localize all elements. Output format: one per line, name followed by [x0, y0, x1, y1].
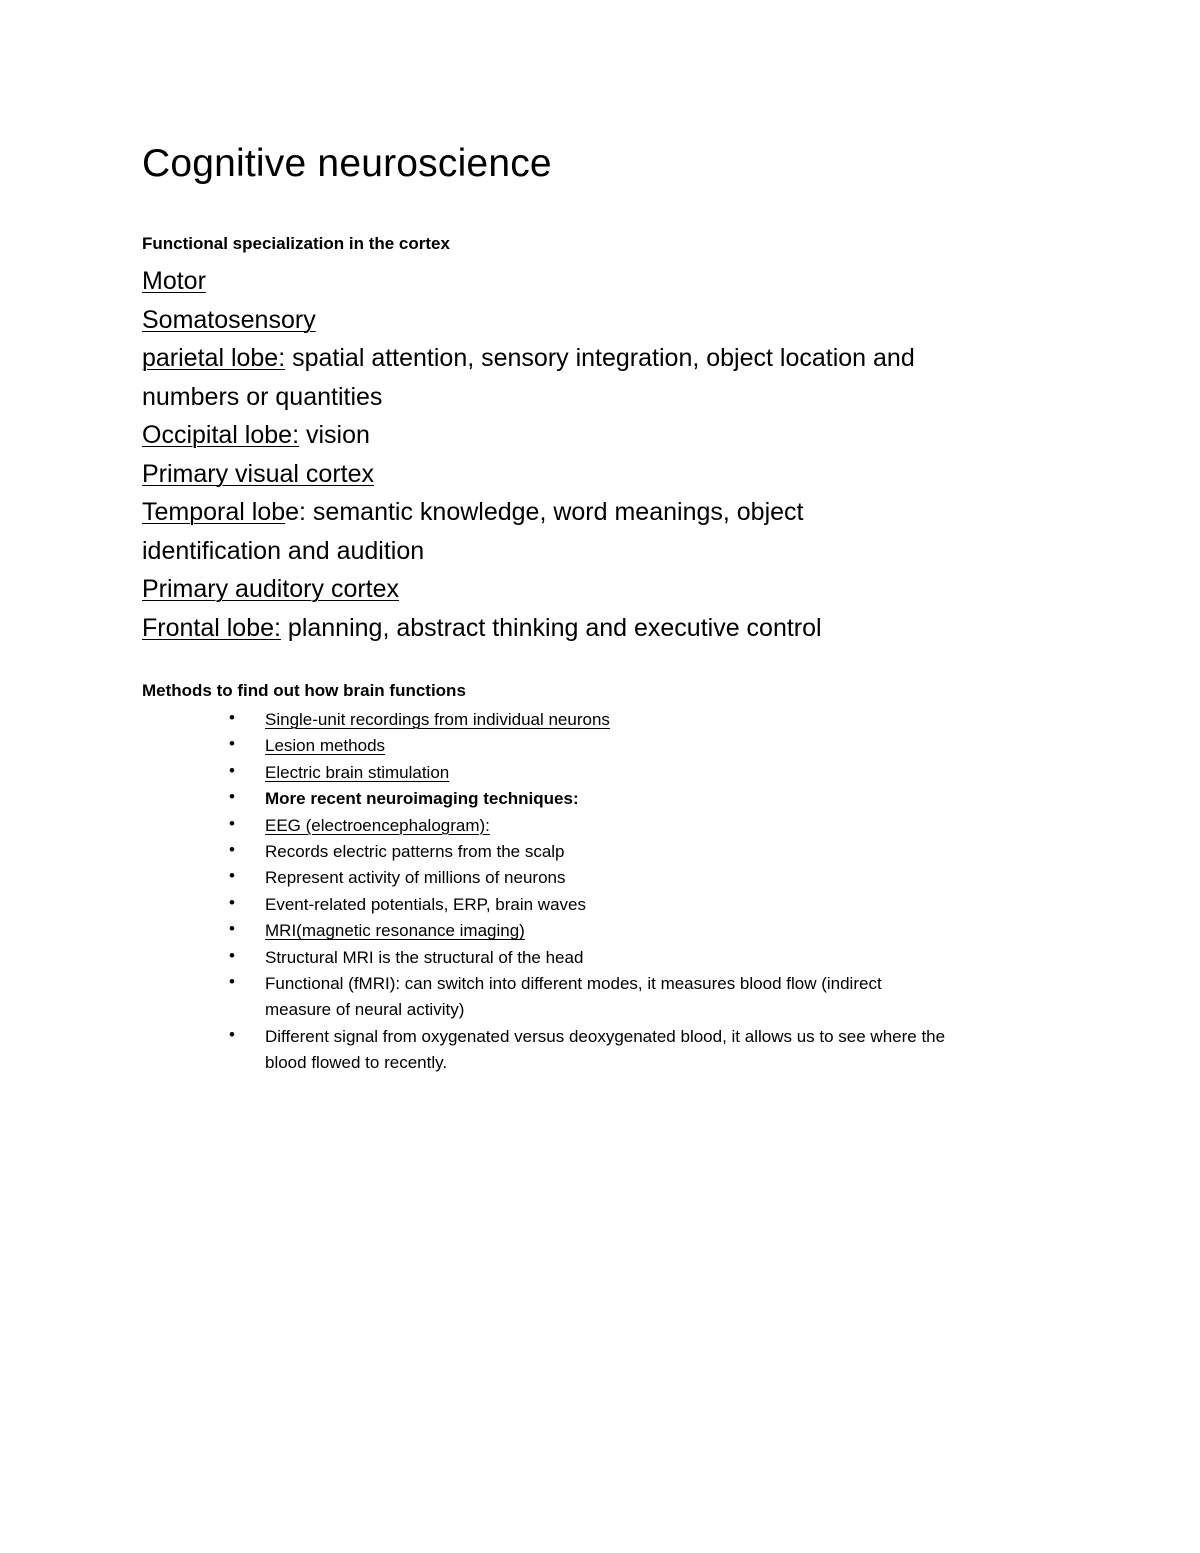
bullet-icon: •	[229, 919, 235, 939]
list-item-text: Electric brain stimulation	[265, 762, 450, 782]
list-item-text: Single-unit recordings from individual neurons	[265, 710, 610, 729]
list-item	[142, 760, 1102, 786]
list-item-text: Structural MRI is the structural of the head	[265, 947, 584, 967]
list-item-text: MRI(magnetic resonance imaging)	[265, 921, 525, 941]
list-item-text: Lesion methods	[265, 736, 386, 756]
bullet-icon: •	[229, 813, 235, 833]
methods-bullet-list	[142, 707, 1102, 1077]
area-term: Motor	[142, 267, 206, 295]
area-term: Somatosensory	[142, 305, 316, 334]
list-item	[142, 733, 1102, 759]
cortex-area-line	[142, 339, 1102, 378]
document-content	[142, 138, 1102, 1077]
bullet-icon: •	[229, 892, 235, 912]
bullet-icon: •	[229, 972, 235, 992]
cortex-area-line	[142, 378, 1102, 417]
list-item	[142, 945, 1102, 971]
area-term: Primary auditory cortex	[142, 575, 400, 603]
list-item	[142, 971, 1102, 997]
list-item-text: measure of neural activity)	[265, 1000, 465, 1020]
list-item-text: Records electric patterns from the scalp	[265, 842, 565, 862]
bullet-icon: •	[229, 708, 235, 727]
cortex-area-line	[142, 301, 1102, 340]
area-description: numbers or quantities	[142, 382, 383, 411]
cortex-area-line	[142, 416, 1102, 455]
list-item	[142, 839, 1102, 865]
list-item-text: More recent neuroimaging techniques:	[265, 789, 579, 809]
list-item	[142, 918, 1102, 944]
list-item	[142, 892, 1102, 918]
bullet-icon: •	[229, 787, 235, 807]
cortex-area-line	[142, 609, 1102, 648]
list-item-text: Represent activity of millions of neurons	[265, 868, 566, 888]
bullet-icon: •	[229, 760, 235, 780]
list-item-continuation	[142, 1050, 1102, 1076]
bullet-icon: •	[229, 840, 235, 860]
area-term: Temporal lob	[142, 498, 286, 526]
cortex-areas-list	[142, 262, 1102, 647]
list-item-text: Different signal from oxygenated versus deoxygenated blood, it allows us to see where the	[265, 1026, 946, 1046]
cortex-area-line	[142, 262, 1102, 301]
list-item	[142, 707, 1102, 733]
area-term: Occipital lobe:	[142, 421, 300, 449]
cortex-area-line	[142, 493, 1102, 532]
bullet-icon: •	[229, 734, 235, 754]
cortex-area-line	[142, 532, 1102, 571]
section-heading-methods: Methods to find out how brain functions	[142, 681, 466, 700]
area-description: spatial attention, sensory integration, object location and	[285, 344, 915, 372]
list-item	[142, 813, 1102, 839]
list-item-text: EEG (electroencephalogram):	[265, 815, 490, 835]
cortex-area-line	[142, 570, 1102, 609]
area-description: planning, abstract thinking and executive control	[280, 613, 822, 642]
list-item	[142, 786, 1102, 812]
bullet-icon: •	[229, 866, 235, 886]
area-term: Frontal lobe:	[142, 613, 281, 642]
list-item-text: Functional (fMRI): can switch into different modes, it measures blood flow (indirect	[265, 974, 882, 994]
area-description: identification and audition	[142, 536, 425, 565]
bullet-icon: •	[229, 945, 235, 965]
list-item-continuation	[142, 997, 1102, 1023]
section-heading-functional-specialization: Functional specialization in the cortex	[142, 234, 450, 253]
cortex-area-line	[142, 455, 1102, 494]
list-item	[142, 865, 1102, 891]
area-term: parietal lobe:	[142, 344, 286, 372]
bullet-icon: •	[229, 1024, 235, 1044]
area-term: Primary visual cortex	[142, 459, 374, 488]
area-description: vision	[299, 421, 370, 449]
list-item-text: Event-related potentials, ERP, brain waves	[265, 894, 586, 914]
document-title: Cognitive neuroscience	[142, 142, 552, 185]
list-item	[142, 1024, 1102, 1050]
list-item-text: blood flowed to recently.	[265, 1053, 448, 1073]
area-description: e: semantic knowledge, word meanings, object	[285, 498, 804, 526]
